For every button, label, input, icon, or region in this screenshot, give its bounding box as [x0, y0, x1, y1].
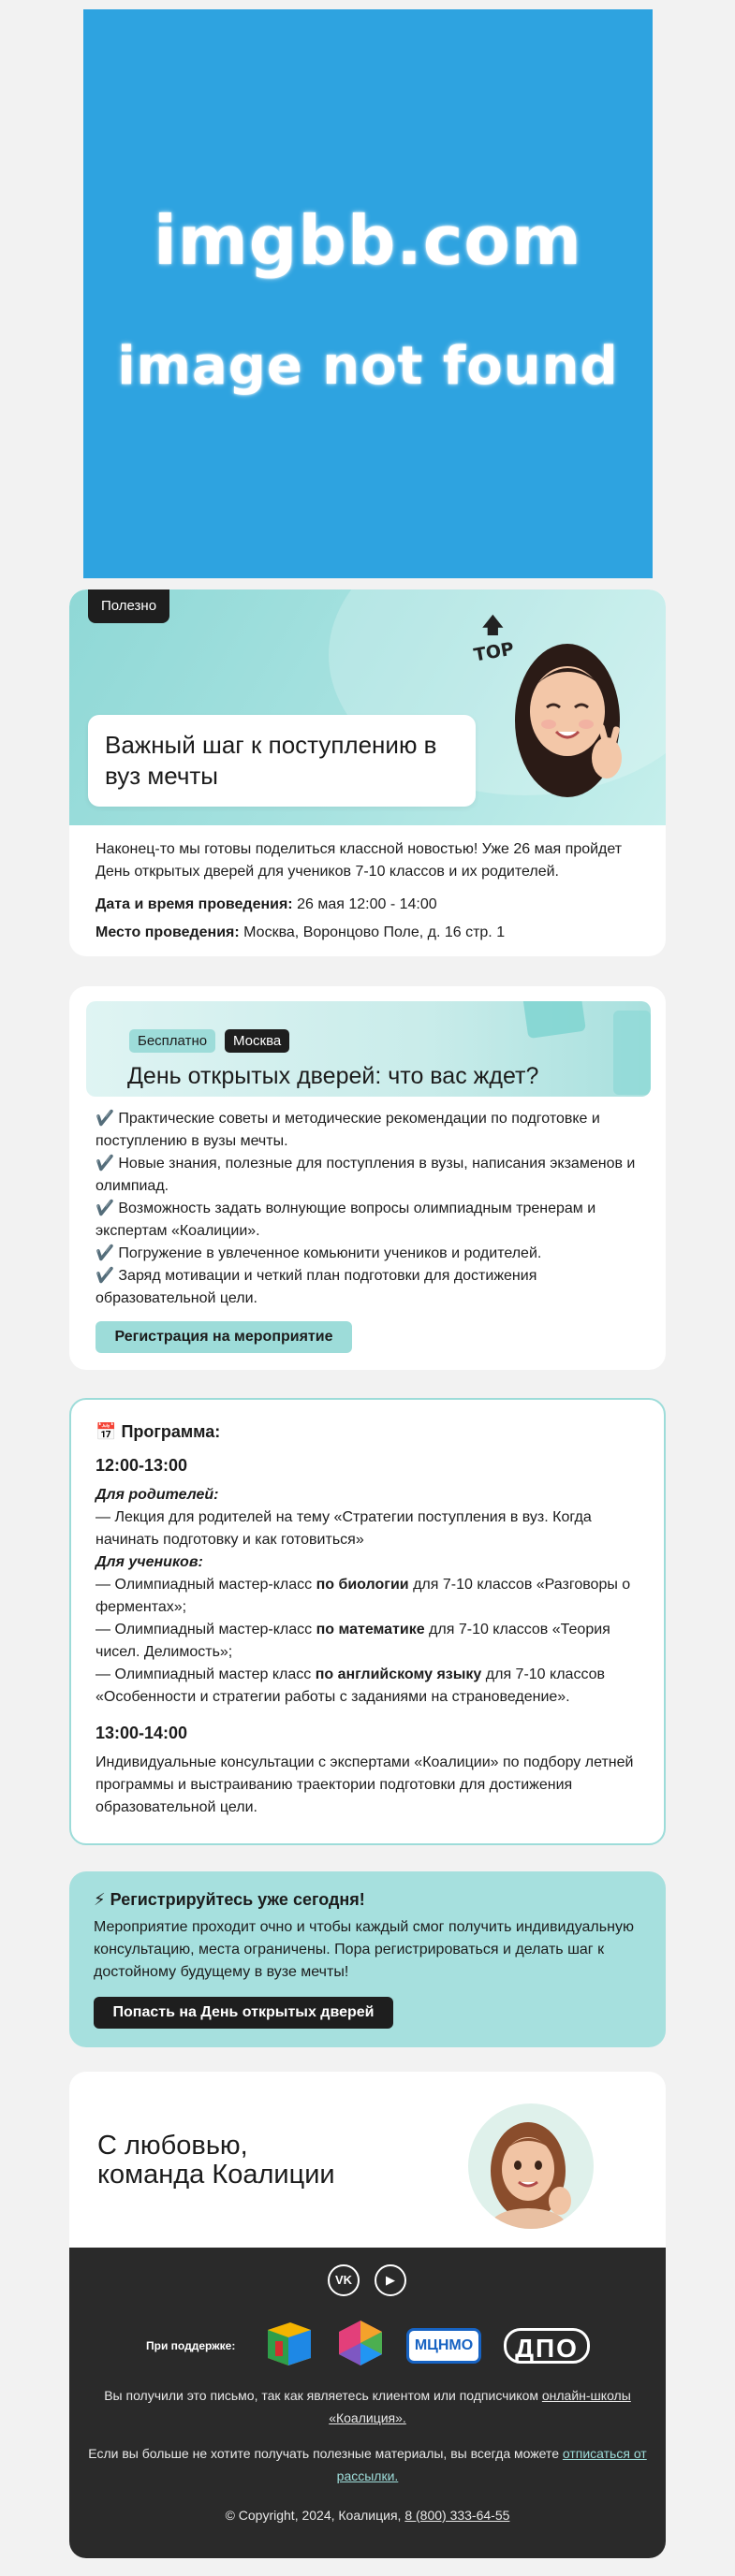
event-details — [96, 838, 643, 950]
signature-card — [69, 2072, 666, 2558]
subscription-notice: Вы получили это письмо, так как являетесь клиентом или подписчиком онлайн-школы «Коалиция». — [104, 2388, 631, 2425]
footer — [69, 2248, 666, 2558]
girl-avatar-icon — [509, 634, 631, 812]
student-class-math: — Олимпиадный мастер-класс по математике для 7-10 классов «Теория чисел. Делимость»; — [96, 1622, 610, 1660]
lightning-icon: ⚡ — [94, 1890, 106, 1909]
students-label: Для учеников: — [96, 1554, 203, 1570]
copyright: © Copyright, 2024, Коалиция, 8 (800) 333-64-55 — [225, 2508, 510, 2523]
program-heading: 📅 Программа: — [96, 1422, 221, 1441]
signature-text: С любовью, команда Коалиции — [97, 2131, 335, 2190]
free-badge: Бесплатно — [129, 1029, 215, 1053]
hero-image-text-2: image not found — [117, 335, 619, 397]
benefits-banner — [86, 1001, 651, 1097]
event-banner — [69, 589, 666, 825]
student-class-english: — Олимпиадный мастер класс по английскому языку для 7-10 классов «Особенности и стратегии работы с заданиями на страноведение». — [96, 1666, 606, 1705]
check-icon: ✔️ — [96, 1201, 114, 1216]
register-button[interactable]: Регистрация на мероприятие — [96, 1321, 352, 1353]
benefits-card — [69, 986, 666, 1370]
list-item: ✔️ Возможность задать волнующие вопросы олимпиадным тренерам и экспертам «Коалиции». — [96, 1201, 596, 1239]
parents-label: Для родителей: — [96, 1487, 219, 1503]
unsubscribe-link[interactable]: отписаться от рассылки. — [336, 2446, 647, 2483]
event-intro-text: Наконец-то мы готовы поделиться классной новостью! Уже 26 мая пройдет День открытых дверей для учеников 7-10 классов и их родителей. — [96, 841, 623, 880]
city-badge: Москва — [225, 1029, 289, 1053]
cta-card — [69, 1871, 666, 2047]
benefits-list — [96, 1108, 643, 1310]
event-intro-card — [69, 589, 666, 956]
event-headline-box — [88, 715, 476, 807]
check-icon: ✔️ — [96, 1245, 114, 1261]
program-slot-2-text: Индивидуальные консультации с экспертами «Коалиции» по подбору летней программы и выстраиванию траектории подготовки для достижения образовательной цели. — [96, 1754, 634, 1815]
event-place-line: Место проведения: Москва, Воронцово Поле, д. 16 стр. 1 — [96, 924, 506, 940]
cta-text: Мероприятие проходит очно и чтобы каждый смог получить индивидуальную консультацию, места ограничены. Пора регистрироваться и делать шаг к достойному будущему в вузе мечты! — [94, 1919, 634, 1980]
hero-image-broken — [83, 9, 653, 578]
calendar-icon: 📅 — [96, 1422, 117, 1441]
program-slot-1-time: 12:00-13:00 — [96, 1456, 188, 1475]
parents-text: — Лекция для родителей на тему «Стратегии поступления в вуз. Когда начинать подготовку и как готовиться» — [96, 1509, 592, 1548]
open-day-button[interactable]: Попасть на День открытых дверей — [94, 1997, 393, 2029]
list-item: ✔️ Заряд мотивации и четкий план подготовки для достижения образовательной цели. — [96, 1268, 537, 1306]
benefits-title: День открытых дверей: что вас ждет? — [127, 1063, 539, 1089]
check-icon: ✔️ — [96, 1268, 114, 1284]
student-class-biology: — Олимпиадный мастер-класс по биологии для 7-10 классов «Разговоры о ферментах»; — [96, 1577, 631, 1615]
unsubscribe-notice: Если вы больше не хотите получать полезные материалы, вы всегда можете отписаться от рассылки. — [88, 2446, 647, 2483]
support-label: При поддержке: — [146, 2339, 236, 2352]
mcnmo-logo: МЦНМО — [406, 2328, 481, 2364]
event-date-line: Дата и время проведения: 26 мая 12:00 - 14:00 — [96, 896, 437, 912]
program-slot-2-time: 13:00-14:00 — [96, 1724, 188, 1742]
team-avatar — [468, 2103, 594, 2229]
vk-icon[interactable]: VK — [328, 2264, 360, 2296]
woman-avatar-icon — [468, 2103, 594, 2229]
list-item: ✔️ Погружение в увлеченное комьюнити учеников и родителей. — [96, 1245, 542, 1261]
check-icon: ✔️ — [96, 1156, 114, 1172]
list-item: ✔️ Практические советы и методические рекомендации по подготовке и поступлению в вузы мечты. — [96, 1111, 600, 1149]
dpo-logo: ДПО — [504, 2328, 590, 2364]
check-icon: ✔️ — [96, 1111, 114, 1127]
cube-logo-icon — [262, 2319, 315, 2367]
program-card — [69, 1398, 666, 1845]
flower-logo-icon — [335, 2319, 386, 2367]
cta-heading: ⚡ Регистрируйтесь уже сегодня! — [94, 1890, 365, 1909]
hero-image-text-1: imgbb.com — [154, 200, 582, 280]
phone-link[interactable]: 8 (800) 333-64-55 — [404, 2508, 510, 2523]
top-badge: 🡅 TOP — [472, 612, 516, 666]
useful-tag: Полезно — [88, 589, 169, 623]
school-link[interactable]: онлайн-школы «Коалиция». — [329, 2388, 631, 2425]
list-item: ✔️ Новые знания, полезные для поступления в вузы, написания экзаменов и олимпиад. — [96, 1156, 636, 1194]
arrow-up-icon: 🡅 — [481, 612, 505, 638]
event-headline: Важный шаг к поступлению в вуз мечты — [105, 731, 437, 790]
youtube-icon[interactable]: ▶ — [375, 2264, 406, 2296]
